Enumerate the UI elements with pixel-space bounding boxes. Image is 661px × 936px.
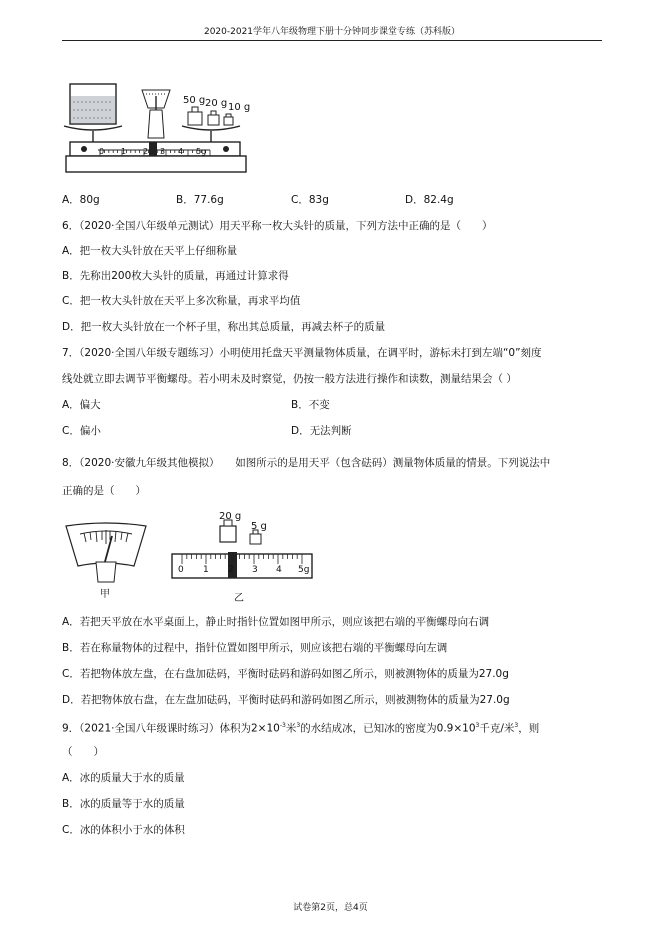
q9-stem-d: 千克/米 [479,722,515,735]
q9-option-c: C．冰的体积小于水的体积 [62,824,185,836]
fig1-scale-1: 1 [121,147,127,156]
q9-exp4: 3 [514,722,519,729]
fig2-scale-0: 0 [178,565,184,575]
q9-stem-a: 9．（2021·全国八年级课时练习）体积为2×10 [62,722,280,735]
q9-option-b: B．冰的质量等于水的质量 [62,798,185,810]
q8-option-a: A．若把天平放在水平桌面上，静止时指针位置如图甲所示，则应该把右端的平衡螺母向右调 [62,616,490,628]
q7-option-b: B．不变 [291,399,330,411]
fig1-scale-5: 5g [196,147,207,156]
q7-stem-line1: 7．（2020·全国八年级专题练习）小明使用托盘天平测量物体质量，在调平时，游标未打到左端“0”刻度 [62,347,542,359]
q6-stem: 6．（2020·全国八年级单元测试）用天平称一枚大头针的质量，下列方法中正确的是（ ） [62,220,493,232]
q9-stem-b: 米 [285,722,297,735]
fig1-weight-50: 50 g [183,95,206,106]
scale-figure-yi [168,514,318,584]
q6-option-b: B．先称出200枚大头针的质量，再通过计算求得 [62,270,289,282]
q6-option-a: A．把一枚大头针放在天平上仔细称量 [62,245,238,257]
q9-stem-line1 [62,719,539,736]
q6-option-c: C．把一枚大头针放在天平上多次称量，再求平均值 [62,295,301,307]
q9-stem-line2: （ ） [62,746,104,758]
fig-label-jia: 甲 [100,589,110,600]
q8-option-c: C．若把物体放左盘，在右盘加砝码，平衡时砝码和游码如图乙所示，则被测物体的质量为27.0g [62,668,509,680]
fig1-weight-20: 20 g [205,98,228,109]
balance-figure-1 [60,80,260,190]
q9-option-a: A．冰的质量大于水的质量 [62,772,185,784]
q9-exp3: 3 [475,722,480,729]
q6-option-d: D．把一枚大头针放在一个杯子里，称出其总质量，再减去杯子的质量 [62,321,386,333]
q8-option-b: B．若在称量物体的过程中，指针位置如图甲所示，则应该把右端的平衡螺母向左调 [62,642,448,654]
fig1-scale-0: 0 [99,147,105,156]
q9-stem-c: 的水结成冰，已知冰的密度为0.9×10 [300,722,476,735]
page-footer: 试卷第2页，总4页 [293,903,368,913]
page-header: 2020-2021学年八年级物理下册十分钟同步课堂专练（苏科版） [62,24,602,41]
fig2-scale-5: 5g [298,565,310,575]
fig-label-yi: 乙 [234,593,244,604]
q8-option-d: D．若把物体放右盘，在左盘加砝码，平衡时砝码和游码如图乙所示，则被测物体的质量为27.0g [62,694,510,706]
fig1-scale-4: 4 [178,147,184,156]
q9-exp1: -3 [279,722,286,729]
q7-option-d: D．无法判断 [291,425,352,437]
q9-stem-e: ，则 [518,722,540,735]
q7-stem-line2: 线处就立即去调节平衡螺母。若小明未及时察觉，仍按一般方法进行操作和读数，测量结果会（ ） [62,373,517,385]
q5-option-d: D．82.4g [405,194,454,206]
fig2-scale-2: 2 [228,565,234,575]
fig2-scale-3: 3 [252,565,258,575]
fig1-scale-2: 2 [143,147,149,156]
dial-figure-jia [62,522,150,584]
q5-option-c: C．83g [291,194,329,206]
q9-exp2: 3 [296,722,301,729]
fig-yi-weight-20: 20 g [219,511,242,522]
fig2-scale-4: 4 [276,565,282,575]
q7-option-a: A．偏大 [62,399,101,411]
fig-yi-weight-5: 5 g [251,521,267,532]
fig1-scale-3: 3 [160,147,166,156]
q8-stem-line1: 8．（2020·安徽九年级其他模拟） 如图所示的是用天平（包含砝码）测量物体质量的情景。下列说法中 [62,457,551,469]
fig2-scale-1: 1 [203,565,209,575]
q8-stem-line2: 正确的是（ ） [62,485,146,497]
q5-option-a: A．80g [62,194,100,206]
fig1-weight-10: 10 g [228,102,251,113]
q7-option-c: C．偏小 [62,425,101,437]
q5-option-b: B．77.6g [176,194,224,206]
